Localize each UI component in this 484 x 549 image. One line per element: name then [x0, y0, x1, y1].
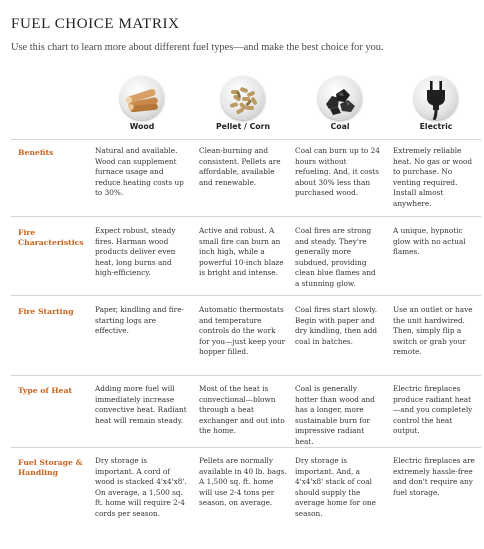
- page-subtitle: Use this chart to learn more about different fuel types—and make the best choice for you.: [11, 42, 384, 53]
- table-cell: Active and robust. A small fire can burn an inch high, while a powerful 10-inch blaze is bright and intense.: [199, 226, 284, 278]
- table-cell: Electric fireplaces produce radiant heat—and you completely control the heat output.: [393, 384, 473, 436]
- table-cell: Dry storage is important. A cord of wood is stacked 4'x4'x8'. On average, a 1,500 sq. ft. home will require 2-4 cords per season.: [95, 456, 187, 518]
- row-divider: [11, 139, 481, 140]
- row-divider: [11, 447, 481, 448]
- table-cell: Clean-burning and consistent. Pellets are affordable, available and renewable.: [199, 146, 281, 187]
- row-label-fuel-storage-handling: Fuel Storage & Handling: [18, 458, 83, 477]
- table-cell: Dry storage is important. And, a 4'x4'x8' stack of coal should supply the average home for one season.: [295, 456, 376, 518]
- table-cell: Coal fires start slowly. Begin with paper and dry kindling, then add coal in batches.: [295, 305, 378, 346]
- page-title: FUEL CHOICE MATRIX: [11, 16, 180, 32]
- wood-logs-icon: [120, 76, 164, 120]
- column-header-electric: Electric: [419, 122, 453, 131]
- table-cell: A unique, hypnotic glow with no actual flames.: [393, 226, 466, 257]
- row-label-type-of-heat: Type of Heat: [18, 386, 73, 395]
- table-cell: Natural and available. Wood can supplement furnace usage and reduce heating costs up to 30%.: [95, 146, 184, 198]
- row-divider: [11, 295, 481, 296]
- table-cell: Coal can burn up to 24 hours without refueling. And, it costs about 30% less than purchased wood.: [295, 146, 380, 198]
- table-cell: Most of the heat is convectional—blown through a heat exchanger and out into the home.: [199, 384, 285, 436]
- row-divider: [11, 375, 481, 376]
- row-label-benefits: Benefits: [18, 148, 54, 157]
- table-cell: Adding more fuel will immediately increase convective heat. Radiant heat will remain steady.: [95, 384, 187, 425]
- row-divider: [11, 216, 481, 217]
- column-header-coal: Coal: [330, 122, 350, 131]
- table-cell: Extremely reliable heat. No gas or wood to purchase. No venting required. Install almost anywhere.: [393, 146, 473, 208]
- table-cell: Electric fireplaces are extremely hassle-free and don't require any fuel storage.: [393, 456, 475, 497]
- table-cell: Automatic thermostats and temperature controls do the work for you—just keep your hopper filled.: [199, 305, 286, 357]
- column-header-wood: Wood: [129, 122, 155, 131]
- table-cell: Expect robust, steady fires. Harman wood products deliver even heat, long burns and high-efficiency.: [95, 226, 176, 278]
- row-label-fire-starting: Fire Starting: [18, 307, 74, 316]
- table-cell: Pellets are normally available in 40 lb. bags. A 1,500 sq. ft. home will use 2-4 tons per season, on average.: [199, 456, 287, 508]
- table-cell: Use an outlet or have the unit hardwired. Then, simply flip a switch or grab your remote.: [393, 305, 473, 357]
- table-cell: Coal fires are strong and steady. They're generally more subdued, providing clean blue flames and a stunning glow.: [295, 226, 376, 288]
- column-header-pellet-corn: Pellet / Corn: [215, 122, 271, 131]
- pellets-icon: [221, 76, 265, 120]
- coal-icon: [318, 76, 362, 120]
- row-label-fire-characteristics: Fire Characteristics: [18, 228, 84, 247]
- column-icons: [0, 76, 484, 126]
- table-cell: Coal is generally hotter than wood and has a longer, more sustainable burn for impressive radiant heat.: [295, 384, 375, 446]
- table-cell: Paper, kindling and fire-starting logs are effective.: [95, 305, 184, 336]
- electric-plug-icon: [414, 76, 458, 120]
